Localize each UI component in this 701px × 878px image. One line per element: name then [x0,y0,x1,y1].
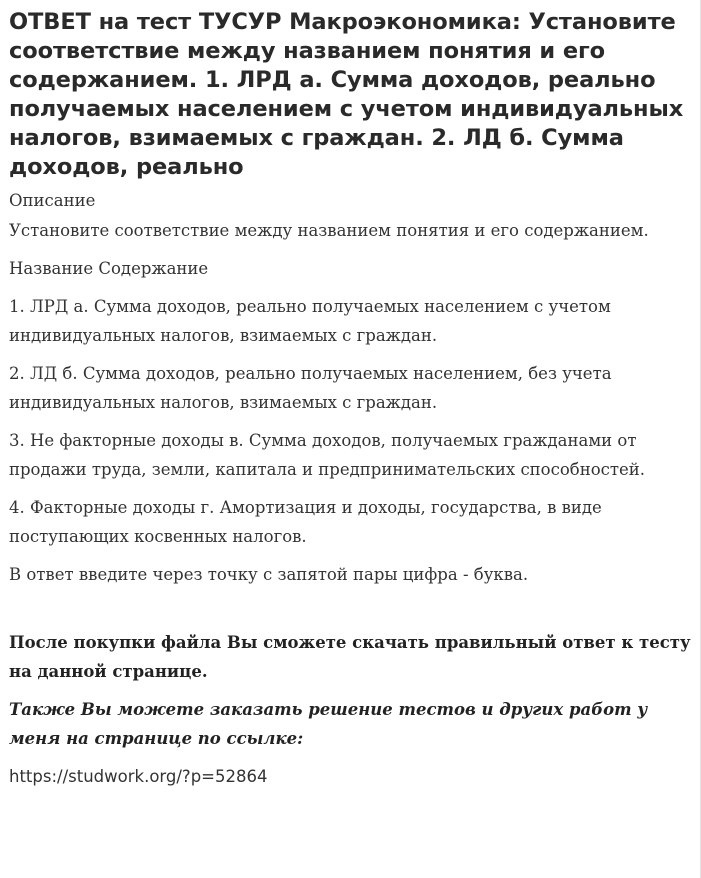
spacer [9,598,692,628]
answer-instruction: В ответ введите через точку с запятой пары цифра - буква. [9,565,529,584]
item-paragraph-4: 4. Факторные доходы г. Амортизация и доходы, государства, в виде поступающих косвенных налогов. [9,498,602,546]
item-paragraph-2: 2. ЛД б. Сумма доходов, реально получаемых населением, без учета индивидуальных налогов, взимаемых с граждан. [9,364,612,412]
purchase-note: После покупки файла Вы сможете скачать правильный ответ к тесту на данной странице. [9,633,691,681]
description-label: Описание [9,191,96,210]
description-paragraph: Установите соответствие между названием понятия и его содержанием. [9,221,649,240]
item-paragraph-3: 3. Не факторные доходы в. Сумма доходов, получаемых гражданами от продажи труда, земли, капитала и предпринимательских способностей. [9,431,646,479]
page-title: ОТВЕТ на тест ТУСУР Макроэкономика: Установите соответствие между названием понятия и его содержанием. 1. ЛРД а. Сумма доходов, реально получаемых населением с учетом индивидуальных налогов, взимаемых с граждан. 2. ЛД б. Сумма доходов, реально [9,9,684,180]
table-header-paragraph: Название Содержание [9,259,209,278]
item-paragraph-1: 1. ЛРД а. Сумма доходов, реально получаемых населением с учетом индивидуальных налогов, взимаемых с граждан. [9,297,611,345]
order-note: Также Вы можете заказать решение тестов и других работ у меня на странице по ссылке: [9,700,648,748]
order-link[interactable]: https://studwork.org/?p=52864 [9,767,268,786]
